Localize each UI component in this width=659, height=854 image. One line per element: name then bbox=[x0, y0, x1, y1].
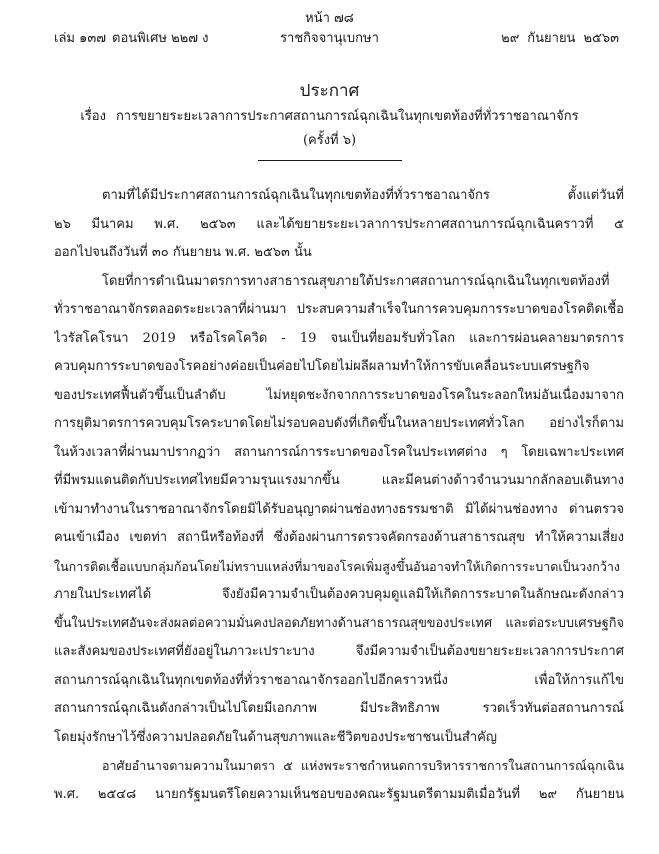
volume: เล่ม ๑๓๗ bbox=[54, 31, 107, 46]
body-line: อาศัยอำนาจตามความในมาตรา ๕ แห่งพระราชกำหนดการบริหารราชการในสถานการณ์ฉุกเฉิน bbox=[102, 758, 624, 773]
body-line: การยุติมาตรการควบคุมโรคระบาดโดยไม่รอบคอบดังที่เกิดขึ้นในหลายประเทศทั่วโลก อย่างไรก็ตาม bbox=[54, 416, 624, 431]
document-subject bbox=[0, 106, 659, 128]
subject-text: การขยายระยะเวลาการประกาศสถานการณ์ฉุกเฉินในทุกเขตท้องที่ทั่วราชอาณาจักร bbox=[115, 109, 579, 124]
body-line: ภายในประเทศได้ จึงยังมีความจำเป็นต้องควบคุมดูแลมิให้เกิดการระบาดในลักษณะดังกล่าว bbox=[54, 587, 624, 602]
document-title: ประกาศ bbox=[299, 81, 360, 101]
body-line: และสังคมของประเทศที่ยังอยู่ในภาวะเปราะบาง จึงมีความจำเป็นต้องขยายระยะเวลาการประกาศ bbox=[54, 644, 624, 659]
gazette-name: ราชกิจจานุเบกษา bbox=[280, 31, 379, 46]
page-number: หน้า ๗๘ bbox=[305, 11, 354, 26]
body-line: ที่มีพรมแดนติดกับประเทศไทยมีความรุนแรงมากขึ้น และมีคนต่างด้าวจำนวนมากลักลอบเดินทาง bbox=[54, 473, 624, 488]
body-line: ทั่วราชอาณาจักรตลอดระยะเวลาที่ผ่านมา ประสบความสำเร็จในการควบคุมการระบาดของโรคติดเชื้อ bbox=[54, 302, 624, 317]
date-month: กันยายน bbox=[527, 31, 576, 46]
body-line: สถานการณ์ฉุกเฉินดังกล่าวเป็นไปโดยมีเอกภาพ มีประสิทธิภาพ รวดเร็วทันต่อสถานการณ์ bbox=[54, 701, 624, 716]
document-body bbox=[54, 182, 624, 809]
publication-date bbox=[501, 30, 619, 48]
body-line: ขึ้นในประเทศอันจะส่งผลต่อความมั่นคงปลอดภัยทางด้านสาธารณสุขของประเทศ และต่อระบบเศรษฐกิจ bbox=[54, 615, 624, 631]
subject-part: (ครั้งที่ ๖) bbox=[302, 133, 357, 148]
body-line: คนเข้าเมือง เขตท่า สถานีหรือท้องที่ ซึ่งต้องผ่านการตรวจคัดกรองด้านสาธารณสุข ทำให้ความเสี่ยง bbox=[54, 530, 624, 545]
body-line: ตามที่ได้มีประกาศสถานการณ์ฉุกเฉินในทุกเขตท้องที่ทั่วราชอาณาจักร ตั้งแต่วันที่ bbox=[102, 188, 624, 203]
title-divider bbox=[258, 160, 402, 161]
body-line: ในห้วงเวลาที่ผ่านมาปรากฏว่า สถานการณ์การระบาดของโรคในประเทศต่าง ๆ โดยเฉพาะประเทศ bbox=[54, 444, 624, 460]
body-line: พ.ศ. ๒๕๔๘ นายกรัฐมนตรีโดยความเห็นชอบของคณะรัฐมนตรีตามมติเมื่อวันที่ ๒๙ กันยายน bbox=[54, 786, 624, 802]
body-line: ออกไปจนถึงวันที่ ๓๐ กันยายน พ.ศ. ๒๕๖๓ นั้น bbox=[54, 245, 312, 260]
date-day: ๒๙ bbox=[501, 31, 520, 46]
body-line: ในการติดเชื้อแบบกลุ่มก้อนโดยไม่ทราบแหล่งที่มาของโรคเพิ่มสูงขึ้นอันอาจทำให้เกิดการระบาดเป็นวงกว้าง bbox=[54, 558, 620, 574]
body-line: โดยที่การดำเนินมาตรการทางสาธารณสุขภายใต้ประกาศสถานการณ์ฉุกเฉินในทุกเขตท้องที่ bbox=[102, 273, 610, 289]
body-line: ๒๖ มีนาคม พ.ศ. ๒๕๖๓ และได้ขยายระยะเวลาการประกาศสถานการณ์ฉุกเฉินคราวที่ ๕ bbox=[54, 216, 624, 232]
body-line: ไวรัสโคโรนา 2019 หรือโรคโควิด - 19 จนเป็นที่ยอมรับทั่วโลก และการผ่อนคลายมาตรการ bbox=[54, 330, 624, 346]
issue: ตอนพิเศษ ๒๒๗ ง bbox=[112, 31, 209, 46]
subject-label: เรื่อง bbox=[80, 109, 106, 124]
body-line: โดยมุ่งรักษาไว้ซึ่งความปลอดภัยในด้านสุขภาพและชีวิตของประชาชนเป็นสำคัญ bbox=[54, 729, 497, 745]
body-line: ของประเทศฟื้นตัวขึ้นเป็นลำดับ ไม่หยุดชะงักจากการระบาดของโรคในระลอกใหม่อันเนื่องมาจาก bbox=[54, 387, 624, 403]
body-line: สถานการณ์ฉุกเฉินในทุกเขตท้องที่ทั่วราชอาณาจักรออกไปอีกคราวหนึ่ง เพื่อให้การแก้ไข bbox=[54, 672, 624, 688]
body-line: ควบคุมการระบาดของโรคอย่างค่อยเป็นค่อยไปโดยไม่ผลีผลามทำให้การขับเคลื่อนระบบเศรษฐกิจ bbox=[54, 359, 590, 374]
body-line: เข้ามาทำงานในราชอาณาจักรโดยมิได้รับอนุญาตผ่านช่องทางธรรมชาติ มิได้ผ่านช่องทาง ด่านตรวจ bbox=[54, 501, 624, 517]
date-year: ๒๕๖๓ bbox=[583, 31, 619, 46]
